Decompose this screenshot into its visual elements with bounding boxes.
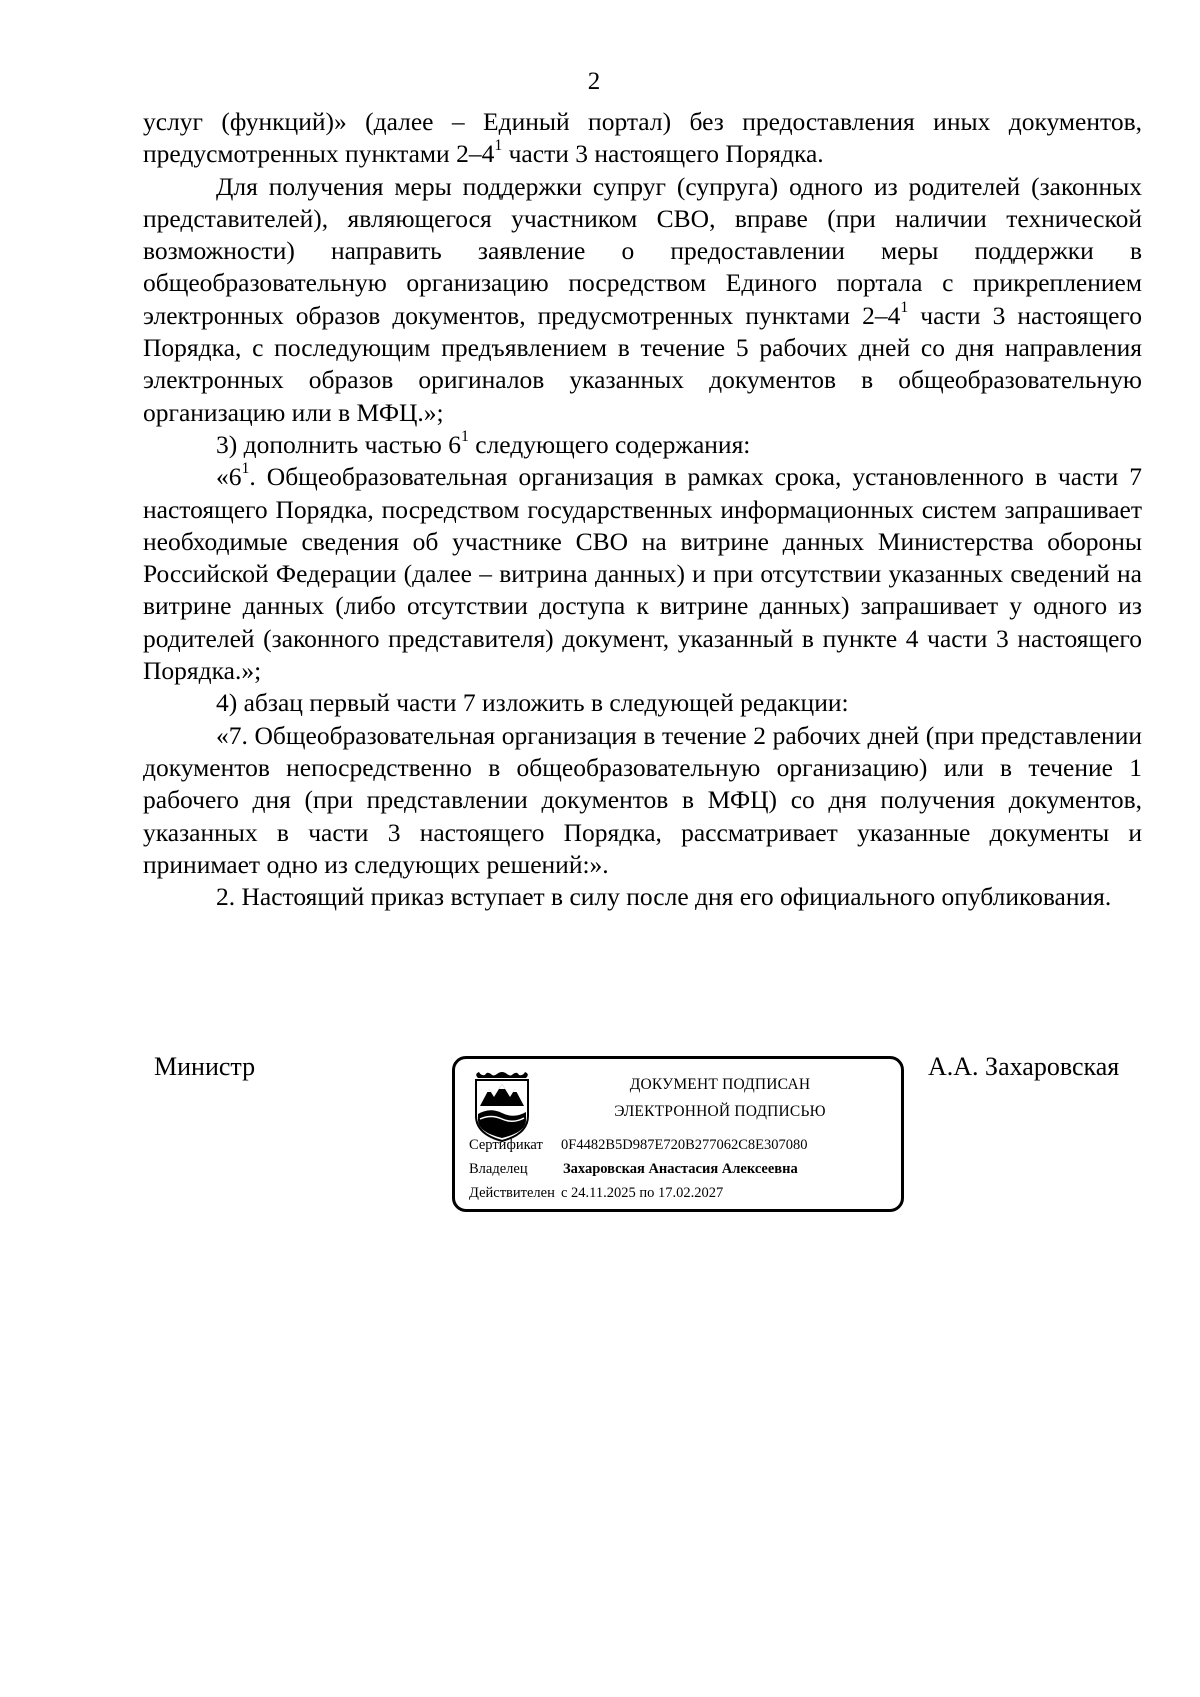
paragraph-7: 2. Настоящий приказ вступает в силу после дня его официального опубликования.: [216, 882, 1112, 912]
paragraph-5: 4) абзац первый части 7 изложить в следующей редакции:: [216, 688, 849, 718]
paragraph-4: «$6^1$. Общеобразовательная организация в рамках срока, установленного в части 7 настоящего Порядка, посредством государственных информационных систем запрашивает необходимые сведения об участнике СВО на витрине данных Министерства обороны Российской Федерации (далее – витрина данных) и при отсутствии указанных сведений на витрине данных (либо отсутствии доступа к витрине данных) запрашивает у одного из родителей (законного представителя) документ, указанный в пункте 4 части 3 настоящего Порядка.»;: [143, 460, 1142, 686]
paragraph-2: Для получения меры поддержки супруг (супруга) одного из родителей (законных представителей), являющегося участником СВО, вправе (при наличии технической возможности) направить заявление о предоставлении меры поддержки в общеобразовательную организацию посредством Единого портала с прикреплением электронных образов документов, предусмотренных пунктами $2-4^1$ части 3 настоящего Порядка, с последующим предъявлением в течение 5 рабочих дней со дня направления электронных образов оригиналов указанных документов в общеобразовательную организацию или в МФЦ.»;: [143, 171, 1142, 427]
stamp-heading-line-1: ДОКУМЕНТ ПОДПИСАН: [629, 1076, 811, 1093]
document-body: [143, 106, 1142, 913]
paragraph-3: 3) дополнить частью $6^1$ следующего содержания:: [216, 428, 751, 459]
page-number: 2: [587, 68, 601, 95]
owner-value: Захаровская Анастасия Алексеевна: [563, 1161, 798, 1177]
signer-name: А.А. Захаровская: [928, 1052, 1120, 1081]
validity-row: [469, 1185, 723, 1202]
electronic-signature-stamp: [452, 1056, 904, 1212]
certificate-row: [469, 1137, 808, 1154]
paragraph-6: «7. Общеобразовательная организация в течение 2 рабочих дней (при представлении документов непосредственно в общеобразовательную организацию) или в течение 1 рабочего дня (при представлении документов в МФЦ) со дня получения документов, указанных в части 3 настоящего Порядка, рассматривает указанные документы и принимает одно из следующих решений:».: [143, 720, 1142, 879]
signature-block: [0, 1052, 1200, 1222]
owner-row: [469, 1161, 798, 1178]
stamp-heading: [555, 1071, 885, 1125]
signer-position: Министр: [154, 1052, 256, 1081]
coat-of-arms-icon: [472, 1072, 532, 1142]
owner-label: Владелец: [469, 1161, 528, 1177]
validity-value: с 24.11.2025 по 17.02.2027: [561, 1185, 724, 1201]
certificate-value: 0F4482B5D987E720B277062C8E307080: [561, 1137, 808, 1153]
certificate-label: Сертификат: [469, 1137, 543, 1153]
validity-label: Действителен: [469, 1185, 555, 1201]
paragraph-1: услуг (функций)» (далее – Единый портал) без предоставления иных документов, предусмотренных пунктами $2-4^1$ части 3 настоящего Порядка.: [143, 107, 1142, 169]
stamp-heading-line-2: ЭЛЕКТРОННОЙ ПОДПИСЬЮ: [614, 1103, 826, 1120]
